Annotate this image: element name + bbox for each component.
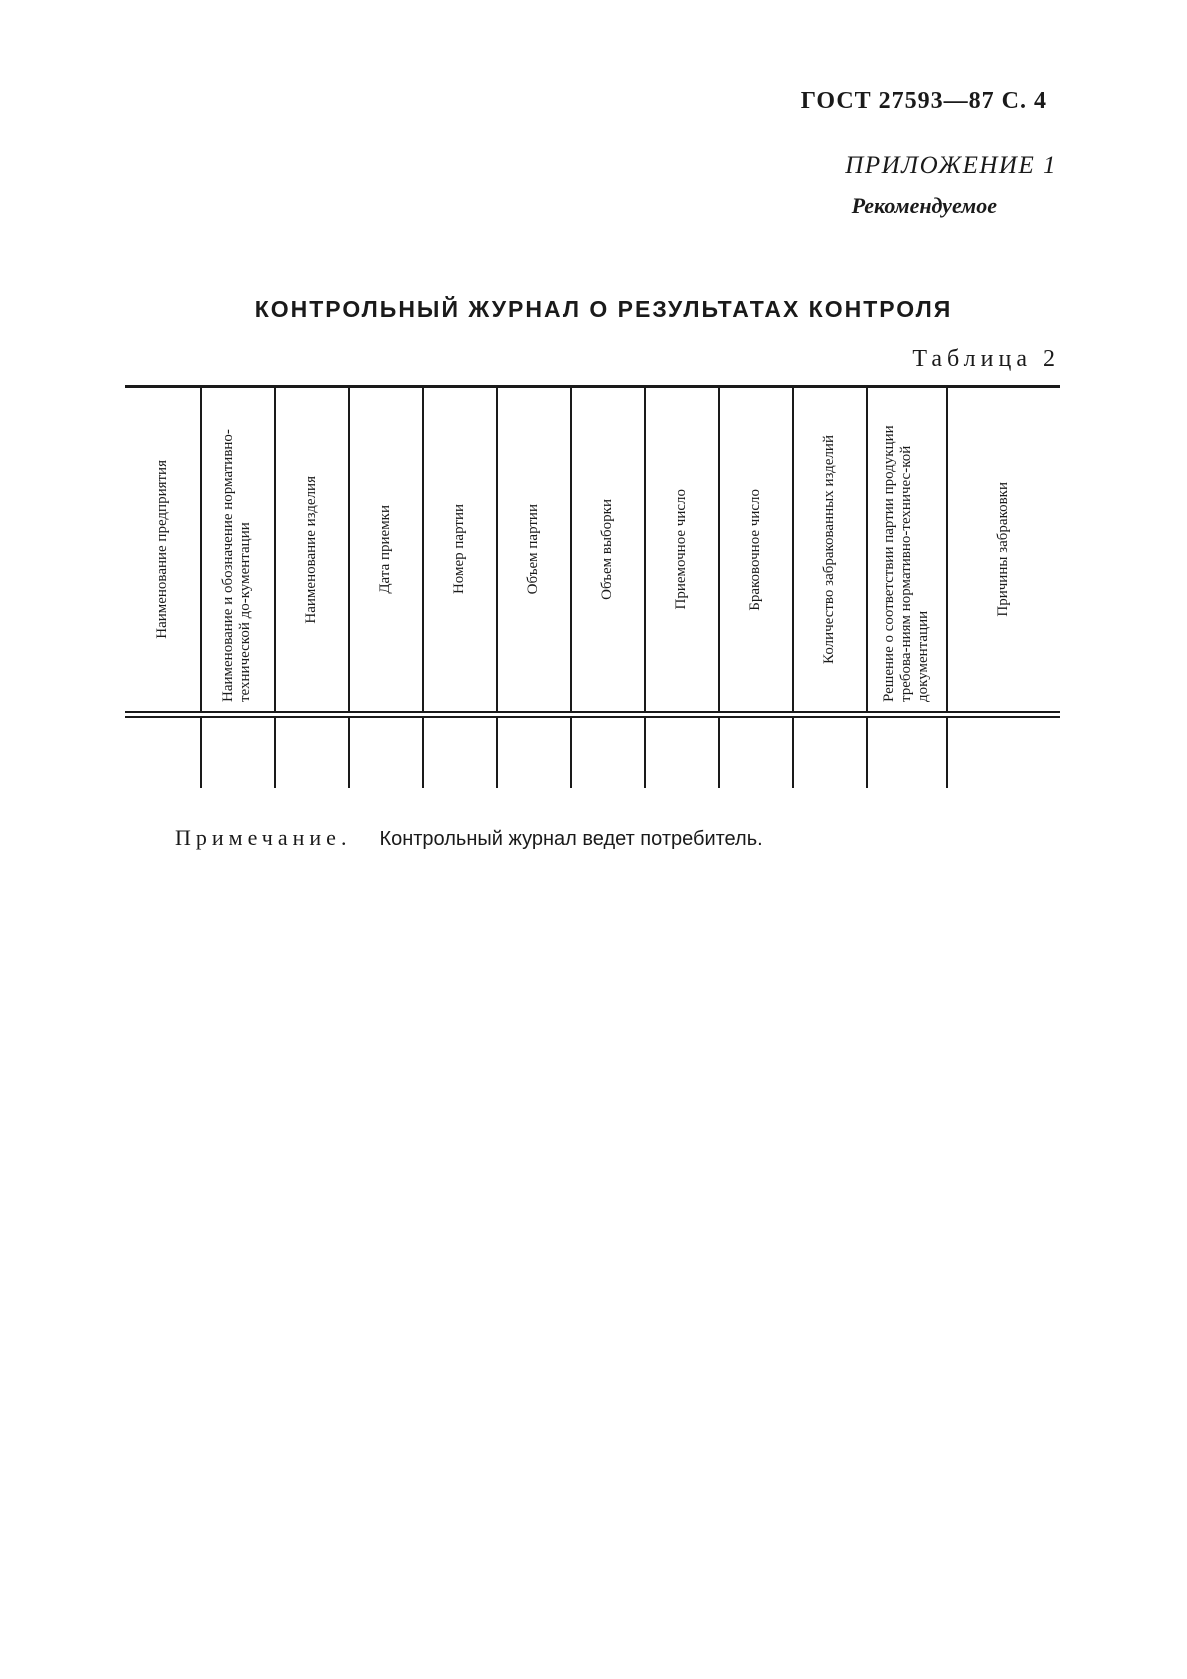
column-header-text: Наименование предприятия: [154, 460, 170, 639]
table-label: Таблица 2: [912, 346, 1060, 372]
header-bottom-rule-double: [125, 716, 1060, 718]
column-divider: [348, 718, 350, 788]
column-divider: [496, 718, 498, 788]
column-divider: [792, 718, 794, 788]
column-header-text: Объем партии: [524, 504, 541, 595]
column-header: [718, 388, 792, 711]
column-divider: [422, 718, 424, 788]
column-divider: [422, 388, 424, 711]
column-header-text: Дата приемки: [376, 505, 393, 594]
appendix-status: Рекомендуемое: [851, 193, 997, 218]
column-divider: [792, 388, 794, 711]
column-divider: [570, 718, 572, 788]
column-divider: [200, 388, 202, 711]
column-header: [946, 388, 1060, 711]
column-header-text: Объем выборки: [598, 499, 615, 600]
column-header: [496, 388, 570, 711]
column-divider: [946, 388, 948, 711]
column-header-text: Браковочное число: [746, 488, 763, 611]
column-header-text: Наименование изделия: [302, 475, 319, 624]
column-divider: [866, 718, 868, 788]
column-header: [422, 388, 496, 711]
column-divider: [644, 388, 646, 711]
column-divider: [644, 718, 646, 788]
column-header: [792, 388, 866, 711]
note-text: Контрольный журнал ведет потребитель.: [379, 828, 763, 850]
note-label: Примечание.: [175, 825, 352, 850]
table-note: [175, 825, 763, 851]
appendix-title: ПРИЛОЖЕНИЕ 1: [845, 152, 1057, 179]
column-divider: [718, 718, 720, 788]
column-header-text: Наименование и обозначение нормативно-технической до-кументации: [220, 429, 253, 702]
column-divider: [866, 388, 868, 711]
column-header: [274, 388, 348, 711]
document-title: [0, 296, 1187, 323]
column-header-text: Номер партии: [450, 504, 467, 595]
column-divider: [496, 388, 498, 711]
column-header: [866, 388, 946, 711]
column-header-text: Причины забраковки: [994, 482, 1011, 617]
column-divider: [946, 718, 948, 788]
standard-header: ГОСТ 27593—87 С. 4: [800, 88, 1047, 114]
column-divider: [200, 718, 202, 788]
column-header-text: Приемочное число: [672, 489, 689, 610]
column-header: [570, 388, 644, 711]
column-divider: [274, 718, 276, 788]
column-header: [644, 388, 718, 711]
column-header-text: Количество забракованных изделий: [820, 435, 837, 664]
column-divider: [274, 388, 276, 711]
column-header-text: Решение о соответствии партии продукции требова-ниям нормативно-техничес-кой документации: [880, 425, 931, 702]
control-log-table: [125, 385, 1060, 795]
column-divider: [718, 388, 720, 711]
header-bottom-rule: [125, 711, 1060, 713]
column-divider: [570, 388, 572, 711]
column-header: [200, 388, 274, 711]
column-header: [348, 388, 422, 711]
document-title-text: КОНТРОЛЬНЫЙ ЖУРНАЛ О РЕЗУЛЬТАТАХ КОНТРОЛЯ: [254, 296, 953, 322]
column-header: [125, 388, 200, 711]
column-divider: [348, 388, 350, 711]
